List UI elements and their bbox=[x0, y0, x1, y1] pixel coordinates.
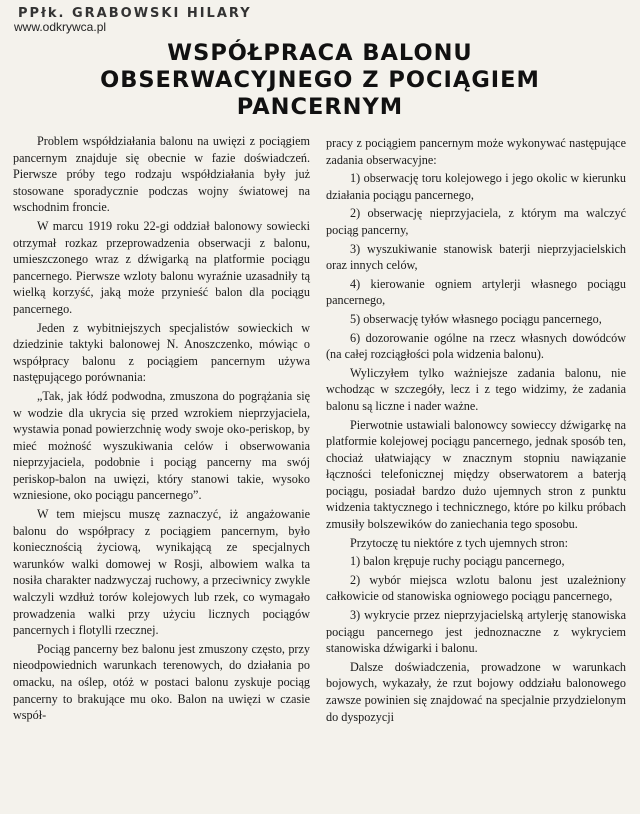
paragraph: Jeden z wybitniejszych specjalistów sowieckich w dziedzinie taktyki balonowej N. Anoszczenko, mówiąc o współpracy balonu z pociągiem pancernym używa następującego porównania: bbox=[13, 320, 310, 385]
paragraph: W marcu 1919 roku 22-gi oddział balonowy sowiecki otrzymał rozkaz przeprowadzenia obserwacji z balonu, umieszczonego wraz z dźwigarką na platformie pociągu pancernego. Pierwsze wzloty balonu wyraźnie uzasadniły tą wielką korzyść, jaką może przynieść balon dla pociągu pancernego. bbox=[13, 218, 310, 316]
list-item: 3) wyszukiwanie stanowisk baterji nieprzyjacielskich oraz innych celów, bbox=[326, 241, 626, 273]
author-line: PPłk. GRABOWSKI HILARY bbox=[18, 6, 252, 21]
paragraph: W tem miejscu muszę zaznaczyć, iż angażowanie balonu do współpracy z pociągiem pancernym, było koniecznością życiową, wynikającą ze specjalnych warunków walki domowej w Rosji, albowiem walka ta nosiła charakter nadzwyczaj ruchowy, a przeciwnicy zwykle walczyli wzdłuż torów kolejowych lub rzek, co wymagało prowadzenia walki przy użyciu licznych pociągów pancernych i flotylli rzecznej. bbox=[13, 507, 310, 638]
article-title bbox=[20, 40, 620, 121]
quote-paragraph: „Tak, jak łódź podwodna, zmuszona do pogrążania się w wodzie dla ukrycia się przed wzrokiem nieprzyjaciela, wystawia ponad powierzchnię wody swoje oko-periskop, by mieć możność wyszukiwania celów i obserwowania nieprzyjaciela, podobnie i pociąg pancerny ma swój periskop-balon na uwięzi, który stanowi takie, wysoko wzniesione, oko pociągu pancernego”. bbox=[13, 388, 310, 503]
list-item: 6) dozorowanie ogólne na rzecz własnych dowódców (na całej rozciągłości pola widzenia balonu). bbox=[326, 330, 626, 362]
paragraph: Dalsze doświadczenia, prowadzone w warunkach bojowych, wykazały, że rzut bojowy oddziału balonowego zawsze powinien się znajdować na specjalnie przydzielonym do dyspozycji bbox=[326, 659, 626, 724]
right-column bbox=[326, 135, 626, 727]
list-item: 3) wykrycie przez nieprzyjacielską artylerję stanowiska pociągu pancernego jest jednoznaczne z wykryciem stanowiska dźwigarki i balonu. bbox=[326, 608, 626, 656]
paragraph: Wyliczyłem tylko ważniejsze zadania balonu, nie wchodząc w szczegóły, lecz i z tego widzimy, że zadania balonu są liczne i nader ważne. bbox=[326, 365, 626, 413]
list-item: 5) obserwację tyłów własnego pociągu pancernego, bbox=[350, 311, 602, 326]
list-item: 2) obserwację nieprzyjaciela, z którym ma walczyć pociąg pancerny, bbox=[326, 206, 626, 237]
paragraph: Przytoczę tu niektóre z tych ujemnych stron: bbox=[350, 535, 568, 550]
paragraph: pracy z pociągiem pancernym może wykonywać następujące zadania obserwacyjne: bbox=[326, 136, 626, 167]
left-column bbox=[13, 133, 310, 726]
list-item: 1) obserwację toru kolejowego i jego okolic w kierunku działania pociągu pancernego, bbox=[326, 171, 626, 202]
list-item: 2) wybór miejsca wzlotu balonu jest uzależniony całkowicie od stanowiska ogniowego pociągu pancernego, bbox=[326, 572, 626, 604]
paragraph: Pierwotnie ustawiali balonowcy sowieccy dźwigarkę na platformie kolejowej pociągu pancernego, jednak sposób ten, chociaż ułatwiający w znacznym stopniu nawiązanie łączności telefonicznej między obserwatorem a baterją pociągu, posiadał bardzo dużo ujemnych stron z punktu widzenia taktycznego i technicznego, które po kilku próbach zmusiły bolszewików do zaniechania tego sposobu. bbox=[326, 417, 626, 532]
watermark: www.odkrywca.pl bbox=[14, 20, 107, 34]
title-line-3: PANCERNYM bbox=[236, 94, 404, 120]
title-line-2: OBSERWACYJNEGO Z POCIĄGIEM bbox=[100, 67, 540, 93]
paragraph: Problem współdziałania balonu na uwięzi z pociągiem pancernym znajduje się obecnie w fazie doświadczeń. Pierwsze próby tego rodzaju współdziałania były już stosowane sporadycznie podczas wojny światowej na wschodnim froncie. bbox=[13, 134, 310, 215]
paragraph: Pociąg pancerny bez balonu jest zmuszony często, przy nieodpowiednich warunkach terenowych, do działania po omacku, na oślep, otóż w postaci balonu zyskuje pociąg pancerny to brakujące mu oko. Balon na uwięzi w czasie współ- bbox=[13, 641, 310, 723]
title-line-1: WSPÓŁPRACA BALONU bbox=[167, 40, 473, 66]
list-item: 1) balon krępuje ruchy pociągu pancernego, bbox=[350, 554, 565, 569]
list-item: 4) kierowanie ogniem artylerji własnego pociągu pancernego, bbox=[326, 276, 626, 308]
